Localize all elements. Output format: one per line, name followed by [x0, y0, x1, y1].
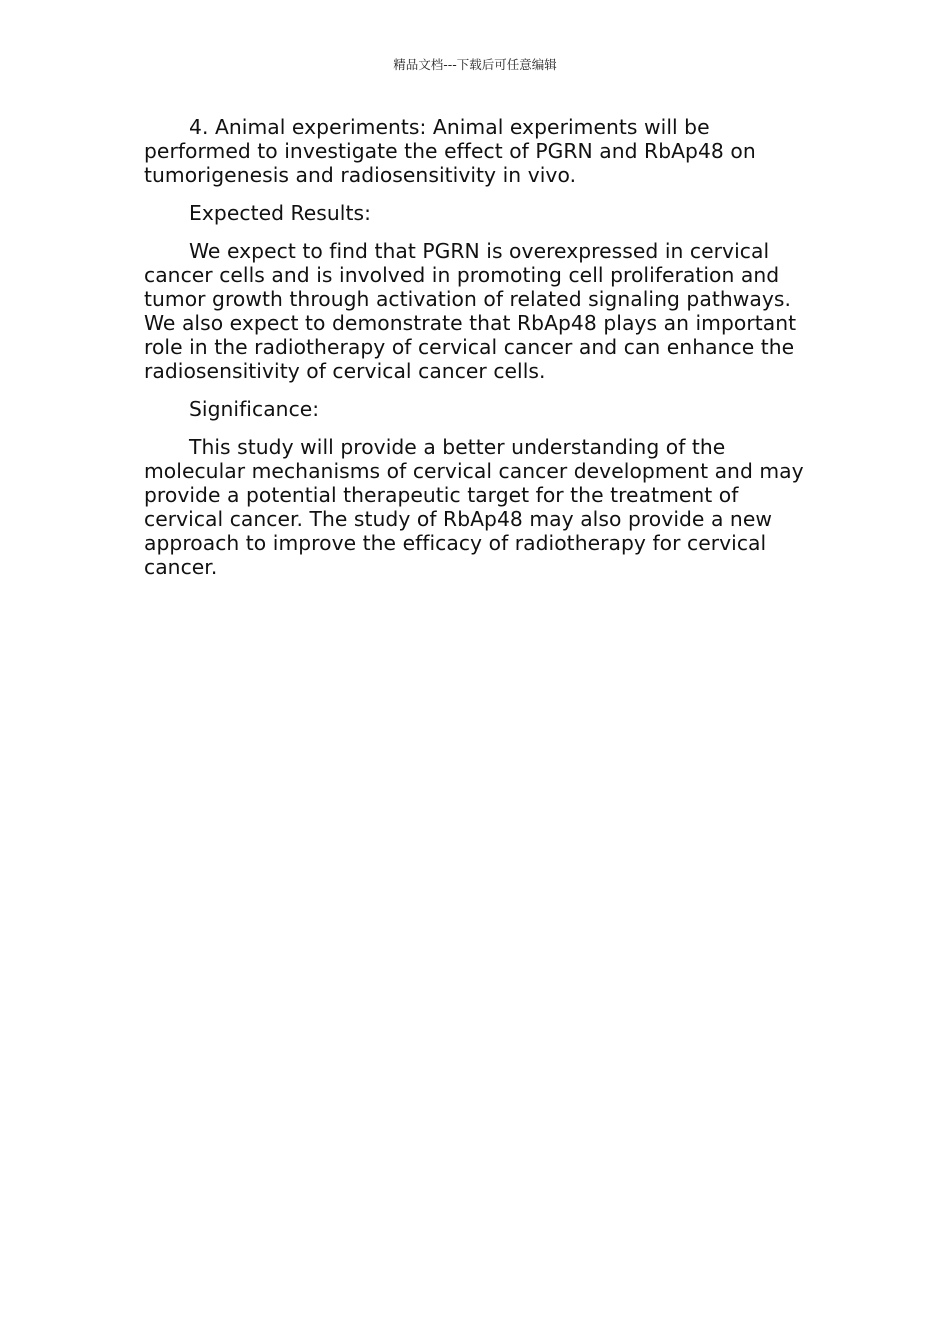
heading-significance: Significance: [189, 397, 320, 421]
paragraph-expected-results: We expect to find that PGRN is overexpressed in cervical cancer cells and is involved in promoting cell proliferation and tumor growth through activation of related signaling pathways. We also expect to demonstrate that RbAp48 plays an important role in the radiotherapy of cervical cancer and can enhance the radiosensitivity of cervical cancer cells. [144, 239, 797, 383]
header-note: 精品文档---下载后可任意编辑 [393, 57, 557, 72]
paragraph-animal-experiments: 4. Animal experiments: Animal experiments will be performed to investigate the effect of PGRN and RbAp48 on tumorigenesis and radiosensitivity in vivo. [144, 115, 756, 187]
paragraph-significance: This study will provide a better understanding of the molecular mechanisms of cervical cancer development and may provide a potential therapeutic target for the treatment of cervical cancer. The study of RbAp48 may also provide a new approach to improve the efficacy of radiotherapy for cervical cancer. [144, 435, 804, 579]
heading-expected-results: Expected Results: [189, 201, 371, 225]
document-body [144, 115, 812, 593]
